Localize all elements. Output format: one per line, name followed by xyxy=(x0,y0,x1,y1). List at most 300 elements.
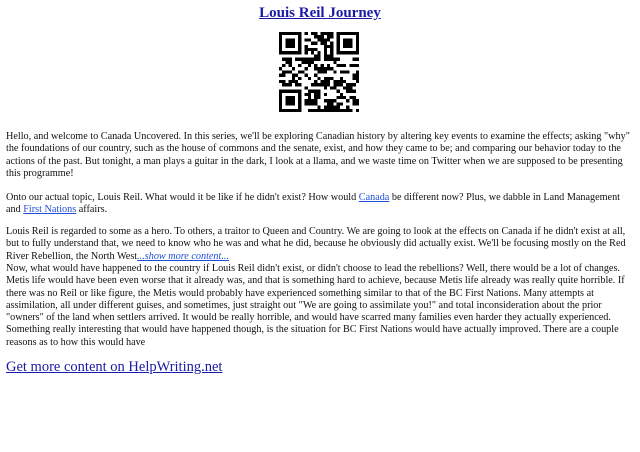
qr-module xyxy=(346,70,349,73)
qr-module xyxy=(356,51,359,54)
qr-module xyxy=(308,64,311,67)
qr-module xyxy=(298,48,301,51)
qr-module xyxy=(305,74,308,77)
qr-module xyxy=(346,38,349,41)
qr-module xyxy=(353,99,356,102)
qr-module xyxy=(308,96,311,99)
qr-module xyxy=(289,51,292,54)
qr-module xyxy=(321,42,324,45)
qr-module xyxy=(340,93,343,96)
qr-module xyxy=(324,77,327,80)
qr-module xyxy=(327,83,330,86)
qr-module xyxy=(314,109,317,112)
qr-module xyxy=(295,51,298,54)
qr-module xyxy=(298,58,301,61)
qr-module xyxy=(292,77,295,80)
qr-module xyxy=(295,83,298,86)
qr-module xyxy=(308,109,311,112)
qr-module xyxy=(292,90,295,93)
qr-module xyxy=(282,83,285,86)
qr-module xyxy=(330,35,333,38)
qr-module xyxy=(330,86,333,89)
qr-code-icon xyxy=(279,32,359,112)
qr-module xyxy=(289,109,292,112)
qr-module xyxy=(305,102,308,105)
qr-module xyxy=(279,106,282,109)
qr-module xyxy=(353,74,356,77)
qr-module xyxy=(321,38,324,41)
qr-module xyxy=(321,64,324,67)
qr-module xyxy=(289,38,292,41)
qr-module xyxy=(340,51,343,54)
qr-module xyxy=(298,99,301,102)
qr-module xyxy=(327,106,330,109)
qr-module xyxy=(298,38,301,41)
qr-module xyxy=(282,58,285,61)
qr-module xyxy=(337,102,340,105)
qr-module xyxy=(285,109,288,112)
qr-module xyxy=(330,77,333,80)
qr-module xyxy=(282,80,285,83)
qr-module xyxy=(349,42,352,45)
qr-module xyxy=(340,83,343,86)
qr-module xyxy=(340,70,343,73)
qr-module xyxy=(353,64,356,67)
qr-module xyxy=(289,70,292,73)
qr-module xyxy=(327,109,330,112)
qr-module xyxy=(349,90,352,93)
qr-module xyxy=(285,61,288,64)
qr-module xyxy=(292,38,295,41)
qr-module xyxy=(282,74,285,77)
qr-module xyxy=(356,77,359,80)
qr-module xyxy=(356,80,359,83)
qr-module xyxy=(305,38,308,41)
qr-module xyxy=(349,64,352,67)
qr-module xyxy=(340,77,343,80)
qr-module xyxy=(279,90,282,93)
canada-link[interactable]: Canada xyxy=(358,192,390,203)
qr-module xyxy=(285,96,288,99)
qr-module xyxy=(285,45,288,48)
topic-text-b: be different now? Plus, we dabble in Land Management and xyxy=(6,192,621,216)
qr-module xyxy=(333,61,336,64)
qr-module xyxy=(289,102,292,105)
qr-module xyxy=(330,109,333,112)
qr-module xyxy=(337,90,340,93)
qr-module xyxy=(343,70,346,73)
qr-module xyxy=(292,109,295,112)
background-paragraph xyxy=(6,226,630,263)
qr-module xyxy=(292,96,295,99)
qr-module xyxy=(314,58,317,61)
qr-module xyxy=(327,80,330,83)
qr-module xyxy=(298,96,301,99)
qr-module xyxy=(337,42,340,45)
qr-module xyxy=(314,102,317,105)
qr-module xyxy=(314,32,317,35)
qr-module xyxy=(356,102,359,105)
qr-module xyxy=(314,96,317,99)
qr-module xyxy=(346,45,349,48)
intro-paragraph: Hello, and welcome to Canada Uncovered. In this series, we'll be exploring Canadian history by altering key events to examine the effects; asking "why" the foundations of our country, such as the house of commons and the senate, exist, and how they came to be; and comparing our behavior today to the actions of the past. But tonight, a man plays a guitar in the dark, I look at a llama, and we waste time on Twitter when we are supposed to be presenting this programme! xyxy=(6,131,630,179)
qr-module xyxy=(311,90,314,93)
qr-module xyxy=(356,74,359,77)
qr-module xyxy=(349,32,352,35)
qr-module xyxy=(305,86,308,89)
qr-module xyxy=(282,32,285,35)
qr-module xyxy=(324,58,327,61)
qr-module xyxy=(330,48,333,51)
qr-module xyxy=(356,42,359,45)
qr-module xyxy=(311,58,314,61)
qr-module xyxy=(317,93,320,96)
qr-module xyxy=(279,109,282,112)
qr-module xyxy=(349,109,352,112)
qr-module xyxy=(279,42,282,45)
qr-module xyxy=(314,83,317,86)
page-title[interactable]: Louis Reil Journey xyxy=(259,5,381,21)
qr-module xyxy=(292,32,295,35)
qr-module xyxy=(346,86,349,89)
qr-module xyxy=(337,32,340,35)
qr-module xyxy=(324,48,327,51)
qr-module xyxy=(327,67,330,70)
qr-module xyxy=(343,42,346,45)
qr-module xyxy=(333,70,336,73)
qr-module xyxy=(337,48,340,51)
qr-module xyxy=(308,99,311,102)
qr-module xyxy=(314,67,317,70)
qr-module xyxy=(356,45,359,48)
qr-module xyxy=(327,58,330,61)
qr-module xyxy=(346,99,349,102)
qr-module xyxy=(298,35,301,38)
qr-module xyxy=(324,42,327,45)
qr-module xyxy=(308,38,311,41)
qr-module xyxy=(330,54,333,57)
qr-module xyxy=(330,67,333,70)
qr-module xyxy=(346,32,349,35)
qr-module xyxy=(301,61,304,64)
qr-module xyxy=(330,51,333,54)
qr-module xyxy=(324,106,327,109)
qr-module xyxy=(311,83,314,86)
qr-module xyxy=(327,38,330,41)
qr-module xyxy=(298,42,301,45)
qr-module xyxy=(317,77,320,80)
qr-module xyxy=(353,83,356,86)
qr-module xyxy=(305,32,308,35)
qr-module xyxy=(321,109,324,112)
qr-module xyxy=(356,99,359,102)
qr-module xyxy=(349,83,352,86)
qr-module xyxy=(356,35,359,38)
qr-module xyxy=(346,106,349,109)
qr-module xyxy=(295,32,298,35)
qr-module xyxy=(308,90,311,93)
qr-module xyxy=(327,45,330,48)
qr-module xyxy=(305,99,308,102)
qr-module xyxy=(327,32,330,35)
qr-module xyxy=(337,38,340,41)
qr-module xyxy=(337,80,340,83)
qr-module xyxy=(353,32,356,35)
qr-module xyxy=(353,77,356,80)
qr-module xyxy=(282,90,285,93)
qr-module xyxy=(298,102,301,105)
qr-module xyxy=(321,35,324,38)
qr-module xyxy=(356,70,359,73)
qr-module xyxy=(317,109,320,112)
qr-module xyxy=(298,64,301,67)
qr-module xyxy=(282,109,285,112)
qr-module xyxy=(298,77,301,80)
qr-module xyxy=(324,83,327,86)
qr-module xyxy=(337,51,340,54)
qr-module xyxy=(327,35,330,38)
first-nations-link[interactable]: First Nations xyxy=(23,204,77,216)
qr-module xyxy=(314,64,317,67)
qr-module xyxy=(311,102,314,105)
qr-module xyxy=(333,83,336,86)
qr-module xyxy=(289,45,292,48)
qr-module xyxy=(282,70,285,73)
qr-module xyxy=(289,96,292,99)
qr-module xyxy=(337,83,340,86)
qr-module xyxy=(346,51,349,54)
qr-module xyxy=(279,45,282,48)
qr-module xyxy=(343,38,346,41)
qr-module xyxy=(317,83,320,86)
qr-module xyxy=(349,45,352,48)
qr-module xyxy=(353,96,356,99)
qr-module xyxy=(314,42,317,45)
qr-module xyxy=(346,90,349,93)
qr-module xyxy=(340,64,343,67)
qr-module xyxy=(308,61,311,64)
qr-module xyxy=(279,51,282,54)
qr-module xyxy=(337,45,340,48)
qr-module xyxy=(337,35,340,38)
qr-module xyxy=(317,67,320,70)
qr-module xyxy=(324,70,327,73)
qr-module xyxy=(292,51,295,54)
qr-module xyxy=(321,83,324,86)
qr-module xyxy=(314,99,317,102)
qr-module xyxy=(330,102,333,105)
qr-module xyxy=(282,51,285,54)
qr-module xyxy=(343,64,346,67)
qr-module xyxy=(343,45,346,48)
qr-module xyxy=(298,90,301,93)
qr-module xyxy=(311,51,314,54)
qr-module xyxy=(321,32,324,35)
qr-module xyxy=(314,74,317,77)
qr-module xyxy=(282,64,285,67)
show-more-link[interactable]: ...show more content... xyxy=(137,250,229,262)
qr-module xyxy=(356,48,359,51)
qr-module xyxy=(314,35,317,38)
qr-module xyxy=(317,38,320,41)
qr-module xyxy=(340,109,343,112)
qr-module xyxy=(324,99,327,102)
qr-module xyxy=(330,106,333,109)
qr-module xyxy=(343,32,346,35)
qr-module xyxy=(317,96,320,99)
topic-text-c: affairs. xyxy=(76,204,108,216)
qr-module xyxy=(289,99,292,102)
qr-module xyxy=(337,58,340,61)
qr-module xyxy=(279,67,282,70)
qr-module xyxy=(289,83,292,86)
qr-module xyxy=(314,93,317,96)
qr-module xyxy=(279,38,282,41)
get-more-content-link[interactable]: Get more content on HelpWriting.net xyxy=(6,359,223,375)
qr-module xyxy=(308,58,311,61)
qr-module xyxy=(311,99,314,102)
qr-module xyxy=(343,51,346,54)
qr-module xyxy=(353,58,356,61)
qr-module xyxy=(298,32,301,35)
qr-module xyxy=(343,80,346,83)
qr-module xyxy=(327,102,330,105)
qr-module xyxy=(340,80,343,83)
qr-module xyxy=(324,93,327,96)
qr-module xyxy=(346,42,349,45)
qr-module xyxy=(305,48,308,51)
qr-module xyxy=(330,58,333,61)
qr-module xyxy=(337,109,340,112)
qr-module xyxy=(330,32,333,35)
qr-module xyxy=(343,86,346,89)
qr-module xyxy=(305,61,308,64)
qr-module xyxy=(292,99,295,102)
qr-module xyxy=(333,80,336,83)
qr-module xyxy=(298,106,301,109)
qr-module xyxy=(305,45,308,48)
qr-module xyxy=(308,102,311,105)
qr-module xyxy=(298,45,301,48)
qr-module xyxy=(317,54,320,57)
qr-module xyxy=(349,86,352,89)
qr-module xyxy=(298,83,301,86)
qr-module xyxy=(311,42,314,45)
qr-module xyxy=(337,106,340,109)
qr-module xyxy=(279,96,282,99)
qr-module xyxy=(330,99,333,102)
qr-module xyxy=(279,80,282,83)
qr-module xyxy=(356,32,359,35)
qr-module xyxy=(337,96,340,99)
qr-module xyxy=(340,102,343,105)
qr-module xyxy=(295,90,298,93)
qr-module xyxy=(314,90,317,93)
qr-module xyxy=(285,51,288,54)
qr-module xyxy=(324,109,327,112)
qr-module xyxy=(343,96,346,99)
qr-module xyxy=(308,93,311,96)
qr-module xyxy=(279,32,282,35)
qr-module xyxy=(321,67,324,70)
analysis-paragraph: Now, what would have happened to the country if Louis Reil didn't exist, or didn't choose to lead the rebellions? Well, there would be a lot of changes. Metis life would have been even worse that it already was, and that is something hard to achieve, because Metis life already was really quite horrible. If there was no Reil or like figure, the Metis would probably have experienced something similar to that of the BC First Nations. Many attempts at assimilation, all under different guises, and sometimes, just straight out "We are going to assimilate you!" and total inconsideration about the prior "owners" of the land when settlers arrived. It would be really horrible, and would have scarred many families even harder they actually experienced. Something really interesting that would have happened though, is the situation for BC First Nations would have actually improved. There are a couple reasons as to how this would have xyxy=(6,263,625,348)
qr-module xyxy=(292,45,295,48)
qr-module xyxy=(298,70,301,73)
qr-module xyxy=(289,80,292,83)
qr-module xyxy=(292,80,295,83)
qr-module xyxy=(292,42,295,45)
qr-module xyxy=(333,106,336,109)
qr-module xyxy=(285,42,288,45)
qr-module xyxy=(285,99,288,102)
qr-module xyxy=(305,51,308,54)
qr-module xyxy=(330,42,333,45)
qr-module xyxy=(314,54,317,57)
background-text: Louis Reil is regarded to some as a hero. To others, a traitor to Queen and Country. We are going to look at the effects on Canada if he didn't exist at all, but to fully understand that, we need to know who he was and what he did, because he obviously did actually exist. We'll be focusing mostly on the Red River Rebellion, the North West xyxy=(6,226,626,262)
qr-module xyxy=(295,109,298,112)
qr-module xyxy=(317,70,320,73)
qr-module xyxy=(279,48,282,51)
qr-module xyxy=(279,93,282,96)
qr-module xyxy=(314,48,317,51)
qr-module xyxy=(321,80,324,83)
qr-module xyxy=(301,70,304,73)
qr-module xyxy=(333,99,336,102)
qr-module xyxy=(324,45,327,48)
qr-module xyxy=(317,106,320,109)
qr-module xyxy=(356,109,359,112)
qr-module xyxy=(356,64,359,67)
qr-module xyxy=(285,38,288,41)
qr-module xyxy=(289,64,292,67)
qr-module xyxy=(311,48,314,51)
qr-module xyxy=(346,109,349,112)
qr-module xyxy=(308,77,311,80)
qr-module xyxy=(305,67,308,70)
qr-module xyxy=(333,86,336,89)
qr-module xyxy=(324,38,327,41)
qr-module xyxy=(279,74,282,77)
qr-module xyxy=(330,45,333,48)
qr-module xyxy=(324,80,327,83)
topic-paragraph xyxy=(6,192,630,217)
qr-module xyxy=(324,54,327,57)
qr-module xyxy=(317,90,320,93)
qr-module xyxy=(353,51,356,54)
qr-module xyxy=(285,58,288,61)
qr-module xyxy=(349,96,352,99)
qr-module xyxy=(298,109,301,112)
qr-module xyxy=(279,99,282,102)
qr-module xyxy=(353,102,356,105)
qr-module xyxy=(295,58,298,61)
qr-module xyxy=(295,80,298,83)
qr-module xyxy=(292,67,295,70)
qr-module xyxy=(289,61,292,64)
qr-module xyxy=(327,99,330,102)
qr-module xyxy=(349,38,352,41)
qr-module xyxy=(289,42,292,45)
qr-module xyxy=(321,70,324,73)
topic-text-a: Onto our actual topic, Louis Reil. What would it be like if he didn't exist? How would xyxy=(6,192,359,203)
qr-module xyxy=(349,51,352,54)
qr-module xyxy=(324,67,327,70)
qr-module xyxy=(311,61,314,64)
qr-module xyxy=(343,109,346,112)
qr-module xyxy=(285,32,288,35)
qr-module xyxy=(279,102,282,105)
qr-module xyxy=(311,32,314,35)
